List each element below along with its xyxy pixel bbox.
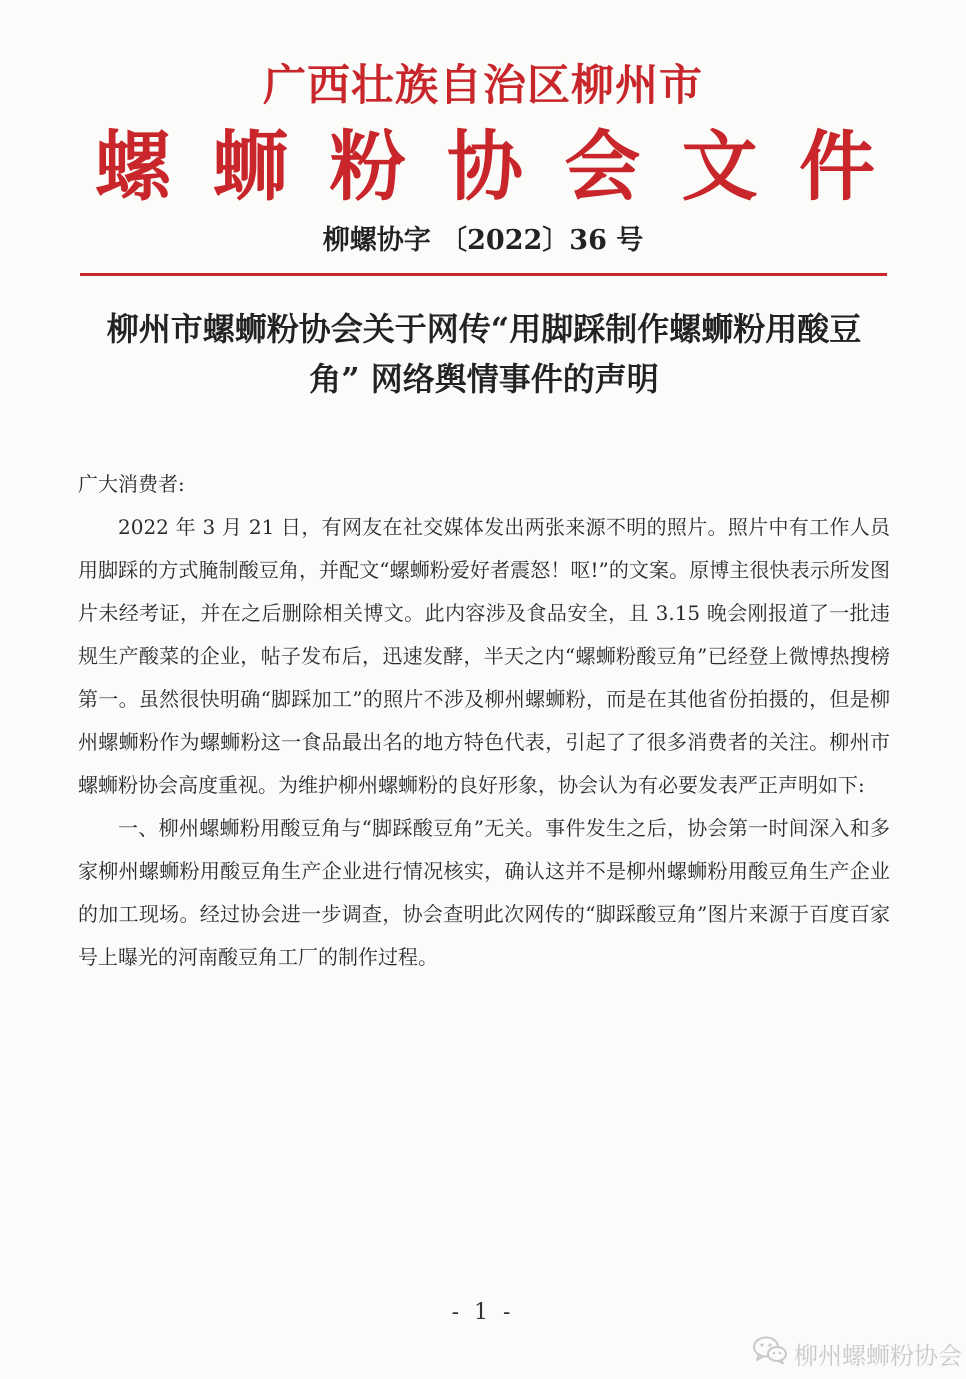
- document-number: 柳螺协字 〔2022〕36 号: [322, 225, 644, 256]
- salutation: 广大消费者:: [78, 472, 185, 496]
- issuer-region: 广西壮族自治区柳州市: [263, 61, 703, 111]
- issuer-name-char: 会: [564, 122, 641, 211]
- issuer-name-char: 文: [681, 122, 758, 211]
- issuer-name-char: 螺: [95, 122, 171, 211]
- issuer-name-char: 件: [798, 122, 875, 211]
- title-line-2: 角” 网络舆情事件的声明: [309, 360, 659, 398]
- body-paragraph-2: 一、柳州螺蛳粉用酸豆角与“脚踩酸豆角”无关。事件发生之后，协会第一时间深入和多家柳州螺蛳粉用酸豆角生产企业进行情况核实，确认这并不是柳州螺蛳粉用酸豆角生产企业的加工现场。经过协会进一步调查，协会查明此次网传的“脚踩酸豆角”图片来源于百度百家号上曝光的河南酸豆角工厂的制作过程。: [78, 816, 890, 969]
- watermark-text: 柳州螺蛳粉协会: [794, 1341, 962, 1370]
- document-title: [78, 304, 890, 404]
- page-number: - 1 -: [451, 1300, 515, 1325]
- issuer-name: [95, 122, 875, 212]
- issuer-name-char: 粉: [329, 122, 406, 211]
- issuer-name-char: 协: [446, 122, 523, 211]
- source-watermark: [752, 1335, 962, 1371]
- body-paragraph-1: 2022 年 3 月 21 日，有网友在社交媒体发出两张来源不明的照片。照片中有工作人员用脚踩的方式腌制酸豆角，并配文“螺蛳粉爱好者震怒！呕!”的文案。原博主很快表示所发图片未经考证，并在之后删除相关博文。此内容涉及食品安全，且 3.15 晚会刚报道了一批违规生产酸菜的企业，帖子发布后，迅速发酵，半天之内“螺蛳粉酸豆角”已经登上微博热搜榜第一。虽然很快明确“脚踩加工”的照片不涉及柳州螺蛳粉，而是在其他省份拍摄的，但是柳州螺蛳粉作为螺蛳粉这一食品最出名的地方特色代表，引起了了很多消费者的关注。柳州市螺蛳粉协会高度重视。为维护柳州螺蛳粉的良好形象，协会认为有必要发表严正声明如下:: [78, 515, 890, 797]
- wechat-icon: [752, 1335, 788, 1371]
- document-body: [78, 463, 890, 979]
- issuer-name-char: 蛳: [212, 122, 289, 211]
- header-divider: [80, 273, 887, 276]
- title-line-1: 柳州市螺蛳粉协会关于网传“用脚踩制作螺蛳粉用酸豆: [106, 310, 862, 348]
